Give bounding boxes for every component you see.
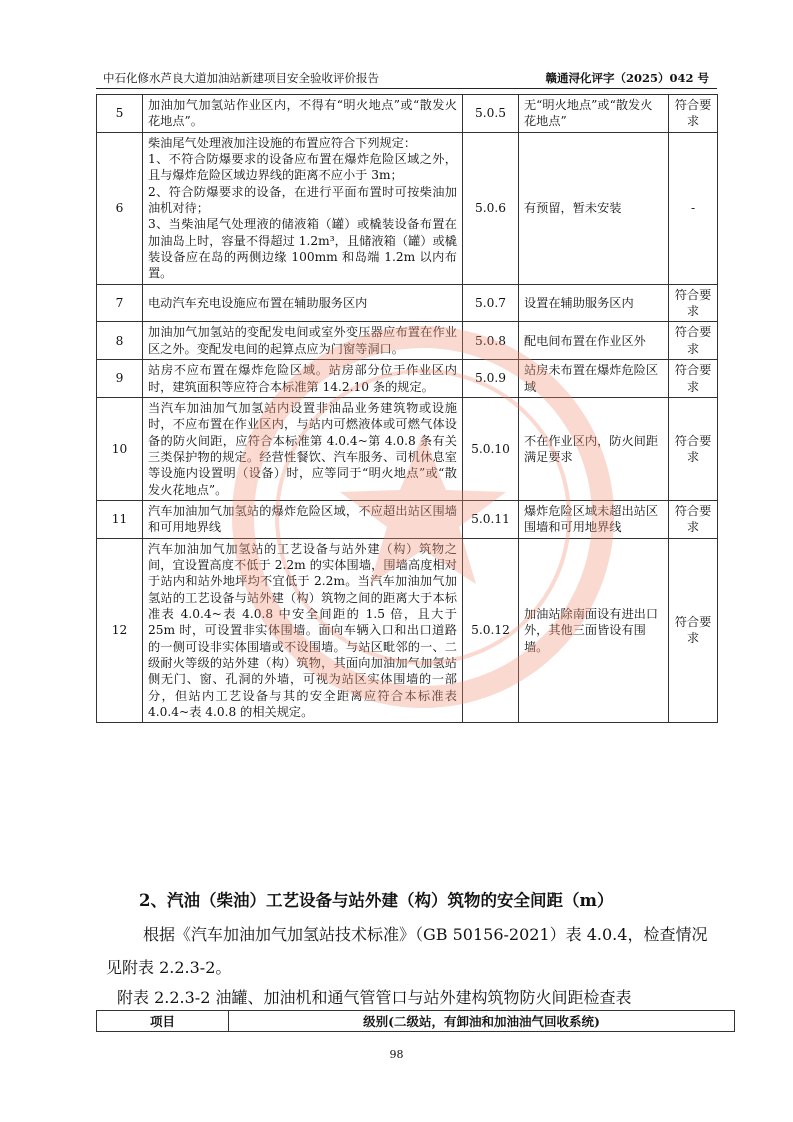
result-cell: 符合要求 [669,538,718,723]
row-number: 11 [97,500,143,538]
requirement-cell: 加油加气加氢站的变配发电间或室外变压器应布置在作业区之外。变配发电间的起算点应为门窗等洞口。 [143,322,463,360]
clause-cell: 5.0.7 [463,284,519,322]
row-number: 5 [97,95,143,133]
clause-cell: 5.0.5 [463,95,519,133]
requirement-cell: 站房不应布置在爆炸危险区域。站房部分位于作业区内时，建筑面积等应符合本标准第 14.2.10 条的规定。 [143,360,463,398]
row-number: 10 [97,397,143,500]
row-number: 12 [97,538,143,723]
table-row [97,500,718,538]
paragraph-text: 根据《汽车加油加气加氢站技术标准》（GB 50156-2021）表 4.0.4，检查情况见附表 2.2.3-2。 [106,925,708,977]
result-cell: 符合要求 [669,95,718,133]
requirement-cell: 汽车加油加气加氢站的爆炸危险区域，不应超出站区围墙和可用地界线 [143,500,463,538]
table-row [97,538,718,723]
row-number: 7 [97,284,143,322]
clause-cell: 5.0.12 [463,538,519,723]
row-number: 6 [97,132,143,284]
column-header-grade: 级别(二级站，有卸油和加油油气回收系统) [229,1011,735,1032]
clause-cell: 5.0.6 [463,132,519,284]
situation-cell: 不在作业区内，防火间距满足要求 [519,397,669,500]
clause-cell: 5.0.9 [463,360,519,398]
table-row [97,284,718,322]
situation-cell: 有预留，暂未安装 [519,132,669,284]
result-cell: 符合要求 [669,284,718,322]
result-cell: 符合要求 [669,500,718,538]
situation-cell: 站房未布置在爆炸危险区域 [519,360,669,398]
inspection-table [96,94,718,723]
situation-cell: 无“明火地点”或“散发火花地点” [519,95,669,133]
result-cell: 符合要求 [669,322,718,360]
requirement-cell: 柴油尾气处理液加注设施的布置应符合下列规定： 1、不符合防爆要求的设备应布置在爆炸危险区域之外，且与爆炸危险区域边界线的距离不应小于 3m； 2、符合防爆要求的设备，在进行平面布置时可按柴油加油机对待； 3、当柴油尾气处理液的储液箱（罐）或橇装设备布置在加油岛上时，容量不得超过 1.2m³，且储液箱（罐）或橇装设备应在岛的两侧边缘 100mm 和岛端 1.2m 以内布置。 [143,132,463,284]
section-heading: 2、汽油（柴油）工艺设备与站外建（构）筑物的安全间距（m） [139,891,614,910]
section-paragraph [106,918,717,984]
situation-cell: 爆炸危险区域未超出站区围墙和可用地界线 [519,500,669,538]
table-row [97,322,718,360]
row-number: 9 [97,360,143,398]
clause-cell: 5.0.8 [463,322,519,360]
column-header-item: 项目 [97,1011,229,1032]
result-cell: 符合要求 [669,397,718,500]
report-number: 赣通浔化评字（2025）042 号 [545,71,709,85]
table-row [97,95,718,133]
clause-cell: 5.0.11 [463,500,519,538]
page-number: 98 [389,1048,404,1061]
requirement-cell: 汽车加油加气加氢站的工艺设备与站外建（构）筑物之间，宜设置高度不低于 2.2m 的实体围墙，围墙高度相对于站内和站外地坪均不宜低于 2.2m。当汽车加油加气加氢站的工艺设备与站外建（构）筑物之间的距离大于本标准表 4.0.4~表 4.0.8 中安全间距的 1.5 倍，且大于 25m 时，可设置非实体围墙。面向车辆入口和出口道路的一侧可设非实体围墙或不设围墙。与站区毗邻的一、二级耐火等级的站外建（构）筑物，其面向加油加气加氢站侧无门、窗、孔洞的外墙，可视为站区实体围墙的一部分，但站内工艺设备与其的安全距离应符合本标准表 4.0.4~表 4.0.8 的相关规定。 [143,538,463,723]
situation-cell: 配电间布置在作业区外 [519,322,669,360]
table-row [97,360,718,398]
header-divider [96,88,717,89]
result-cell: 符合要求 [669,360,718,398]
requirement-cell: 电动汽车充电设施应布置在辅助服务区内 [143,284,463,322]
situation-cell: 设置在辅助服务区内 [519,284,669,322]
requirement-cell: 当汽车加油加气加氢站内设置非油品业务建筑物或设施时，不应布置在作业区内，与站内可燃液体或可燃气体设备的防火间距，应符合本标准第 4.0.4~第 4.0.8 条有关三类保护物的规定。经营性餐饮、汽车服务、司机休息室等设施内设置明（设备）时，应等同于“明火地点”或“散发火花地点”。 [143,397,463,500]
table-row [97,132,718,284]
table-caption: 附表 2.2.3-2 油罐、加油机和通气管管口与站外建构筑物防火间距检查表 [117,988,632,1007]
requirement-cell: 加油加气加氢站作业区内，不得有“明火地点”或“散发火花地点”。 [143,95,463,133]
table-row [97,397,718,500]
clause-cell: 5.0.10 [463,397,519,500]
result-cell: - [669,132,718,284]
spacing-table-header [96,1010,735,1032]
situation-cell: 加油站除南面设有进出口外，其他三面皆设有围墙。 [519,538,669,723]
page-header-title: 中石化修水芦良大道加油站新建项目安全验收评价报告 [103,71,379,85]
row-number: 8 [97,322,143,360]
